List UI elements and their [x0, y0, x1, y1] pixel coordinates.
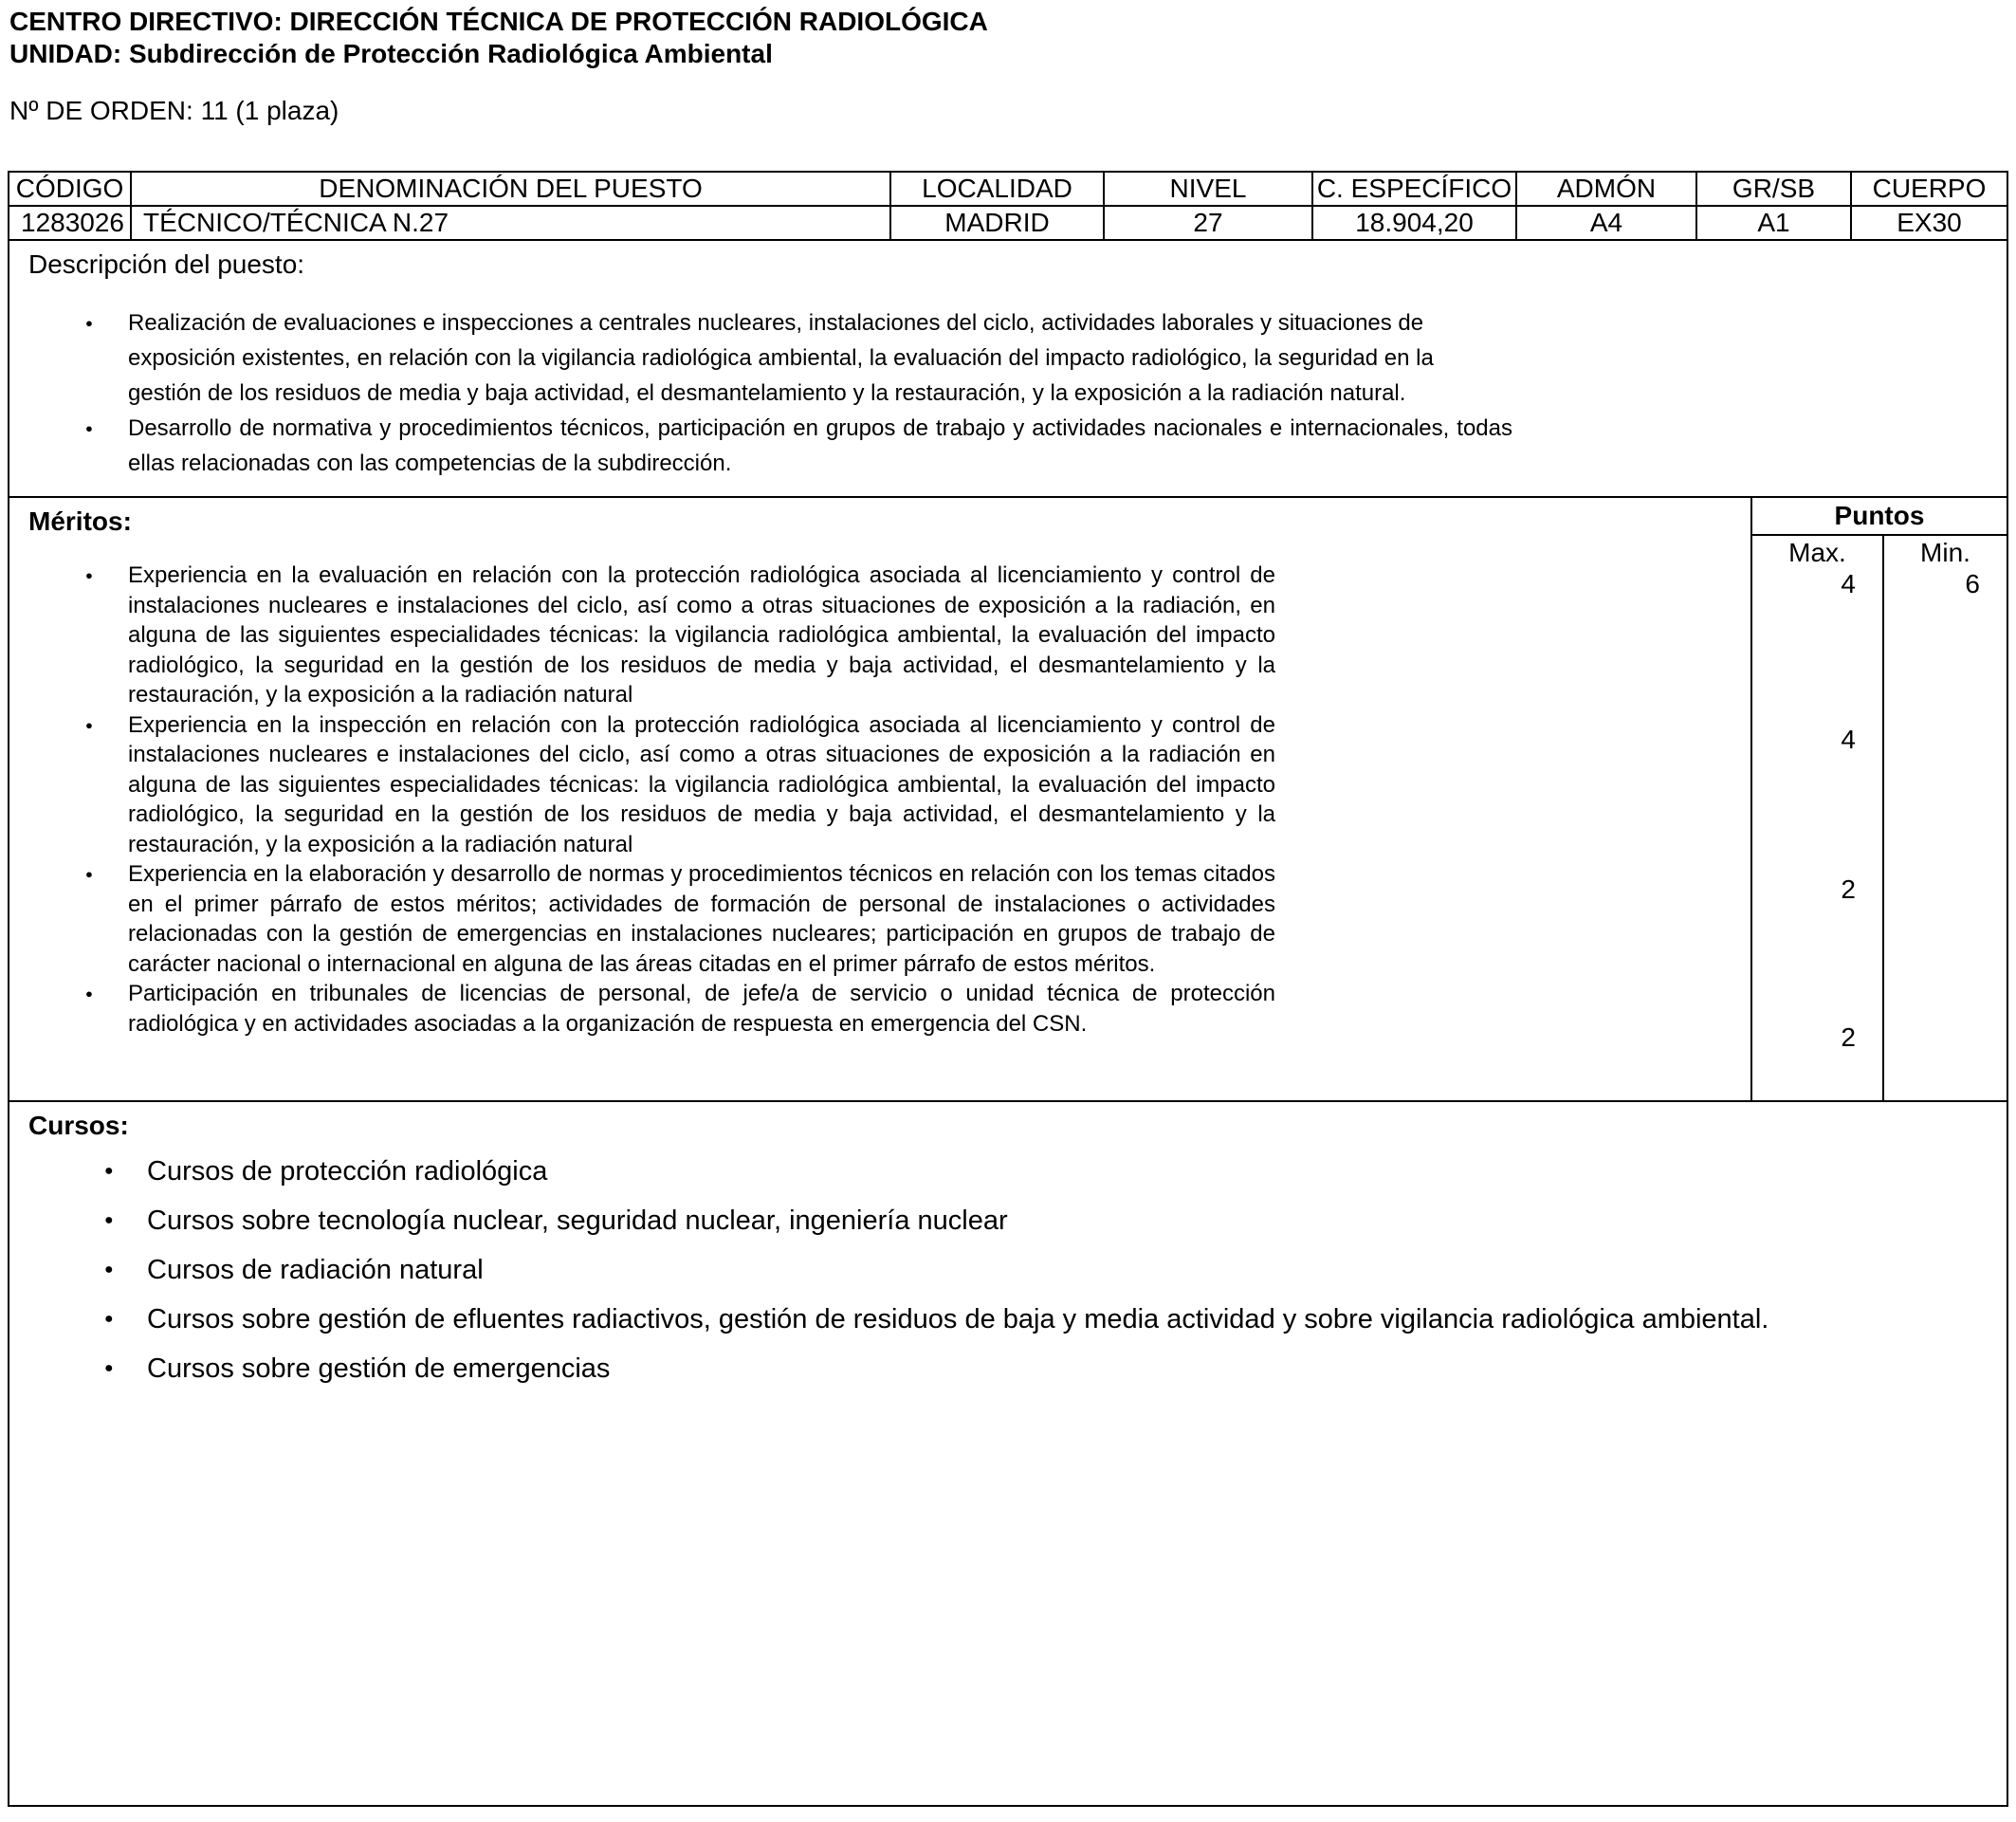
header-cell-cuerpo: CUERPO	[1872, 174, 1987, 203]
descripcion-list	[85, 305, 1988, 481]
header-cell-c-especifico: C. ESPECÍFICO	[1313, 173, 1517, 205]
merit-max-value: 4	[1841, 725, 1856, 754]
meritos-section	[9, 498, 2007, 1102]
min-label: Min.	[1920, 538, 1970, 567]
bullet-icon: ●	[104, 1212, 114, 1228]
merit-item-text: Experiencia en la elaboración y desarrollo de normas y procedimientos técnicos en relación con los temas citados en el primer párrafo de estos méritos; actividades de formación de personal de instalaciones o actividades relacionadas con la gestión de emergencias en instalaciones nucleares; participación en grupos de trabajo de carácter nacional o internacional en alguna de las áreas citadas en el primer párrafo de estos méritos.	[128, 861, 1275, 977]
merit-max-value: 2	[1841, 874, 1856, 904]
header-cell-denominacion: DENOMINACIÓN DEL PUESTO	[132, 173, 891, 205]
meritos-list	[85, 561, 1750, 1039]
bullet-icon: ●	[85, 867, 93, 881]
min-total-value: 6	[1965, 569, 1980, 598]
meritos-title: Méritos:	[28, 506, 132, 536]
merit-max-value: 4	[1841, 569, 1856, 598]
unidad-line: UNIDAD: Subdirección de Protección Radiológica Ambiental	[9, 39, 773, 68]
curso-item-text: Cursos de radiación natural	[147, 1255, 484, 1285]
cell-nivel: 27	[1105, 207, 1313, 239]
merit-item	[85, 710, 1750, 860]
meritos-content	[9, 498, 1750, 1100]
curso-item	[104, 1155, 1988, 1187]
header-cell-localidad: LOCALIDAD	[891, 173, 1105, 205]
descripcion-item-text: Realización de evaluaciones e inspecciones a centrales nucleares, instalaciones del ciclo, actividades laborales y situaciones de exposición existentes, en relación con la vigilancia radiológica ambiental, la evaluación del impacto radiológico, la seguridad en la gestión de los residuos de media y baja actividad, el desmantelamiento y la restauración, y la exposición a la radiación natural.	[128, 310, 1434, 406]
bullet-icon: ●	[104, 1360, 114, 1376]
max-column	[1752, 536, 1884, 1100]
cell-denominacion: TÉCNICO/TÉCNICA N.27	[132, 207, 891, 239]
curso-item-text: Cursos sobre tecnología nuclear, seguridad nuclear, ingeniería nuclear	[147, 1205, 1008, 1236]
puntos-title: Puntos	[1752, 498, 2007, 536]
curso-item	[104, 1353, 1988, 1385]
merit-item	[85, 859, 1750, 979]
header-cell-nivel: NIVEL	[1105, 173, 1313, 205]
merit-item-text: Participación en tribunales de licencias de personal, de jefe/a de servicio o unidad técnica de protección radiológica y en actividades asociadas a la organización de respuesta en emergencia del CSN.	[128, 981, 1275, 1037]
descripcion-item	[85, 411, 1988, 481]
curso-item-text: Cursos sobre gestión de efluentes radiactivos, gestión de residuos de baja y media actividad y sobre vigilancia radiológica ambiental.	[147, 1304, 1769, 1334]
curso-item	[104, 1303, 1988, 1335]
cell-cuerpo: EX30	[1897, 208, 1962, 237]
table-header-row	[9, 173, 2007, 207]
merit-item	[85, 979, 1750, 1039]
curso-item	[104, 1254, 1988, 1286]
header-cell-codigo: CÓDIGO	[9, 173, 132, 205]
descripcion-title: Descripción del puesto:	[28, 249, 305, 279]
descripcion-section	[9, 241, 2007, 498]
max-label: Max.	[1788, 538, 1846, 567]
cell-localidad: MADRID	[891, 207, 1105, 239]
puntos-panel	[1750, 498, 2007, 1100]
cell-codigo: 1283026	[9, 207, 132, 239]
merit-item	[85, 561, 1750, 710]
merit-max-value: 2	[1841, 1022, 1856, 1052]
header-cell-admon: ADMÓN	[1517, 173, 1697, 205]
table-data-row	[9, 207, 2007, 241]
bullet-icon: ●	[85, 568, 93, 582]
bullet-icon: ●	[85, 717, 93, 732]
descripcion-item	[85, 305, 1988, 411]
puntos-columns	[1752, 536, 2007, 1100]
bullet-icon: ●	[104, 1261, 114, 1278]
curso-item-text: Cursos sobre gestión de emergencias	[147, 1353, 611, 1384]
min-column	[1884, 536, 2007, 1100]
cell-c-especifico: 18.904,20	[1313, 207, 1517, 239]
cursos-section	[9, 1102, 2007, 1805]
bullet-icon: ●	[85, 986, 93, 1001]
cursos-title: Cursos:	[28, 1111, 129, 1140]
bullet-icon: ●	[104, 1163, 114, 1179]
curso-item	[104, 1205, 1988, 1237]
header-cell-gr-sb: GR/SB	[1697, 173, 1852, 205]
merit-item-text: Experiencia en la inspección en relación con la protección radiológica asociada al licenciamiento y control de instalaciones nucleares e instalaciones del ciclo, así como a otras situaciones de exposición a la radiación en alguna de las siguientes especialidades técnicas: la vigilancia radiológica ambiental, la evaluación del impacto radiológico, la seguridad en la gestión de los residuos de media y baja actividad, el desmantelamiento y la restauración, y la exposición a la radiación natural	[128, 711, 1275, 857]
descripcion-item-text: Desarrollo de normativa y procedimientos técnicos, participación en grupos de trabajo y actividades nacionales e internacionales, todas ellas relacionadas con las competencias de la subdirección.	[128, 415, 1512, 476]
bullet-icon: ●	[85, 316, 93, 330]
cursos-list	[104, 1155, 1988, 1385]
bullet-icon: ●	[104, 1311, 114, 1327]
merit-item-text: Experiencia en la evaluación en relación con la protección radiológica asociada al licenciamiento y control de instalaciones nucleares e instalaciones del ciclo, así como a otras situaciones de exposición a la radiación, en alguna de las siguientes especialidades técnicas: la vigilancia radiológica ambiental, la evaluación del impacto radiológico, la seguridad en la gestión de los residuos de media y baja actividad, el desmantelamiento y la restauración, y la exposición a la radiación natural	[128, 562, 1275, 708]
cell-admon: A4	[1517, 207, 1697, 239]
curso-item-text: Cursos de protección radiológica	[147, 1156, 548, 1187]
bullet-icon: ●	[85, 421, 93, 435]
orden-line: Nº DE ORDEN: 11 (1 plaza)	[9, 96, 339, 125]
position-table	[8, 171, 2008, 1807]
centro-directivo-line: CENTRO DIRECTIVO: DIRECCIÓN TÉCNICA DE PROTECCIÓN RADIOLÓGICA	[9, 7, 988, 36]
cell-gr-sb: A1	[1697, 207, 1852, 239]
